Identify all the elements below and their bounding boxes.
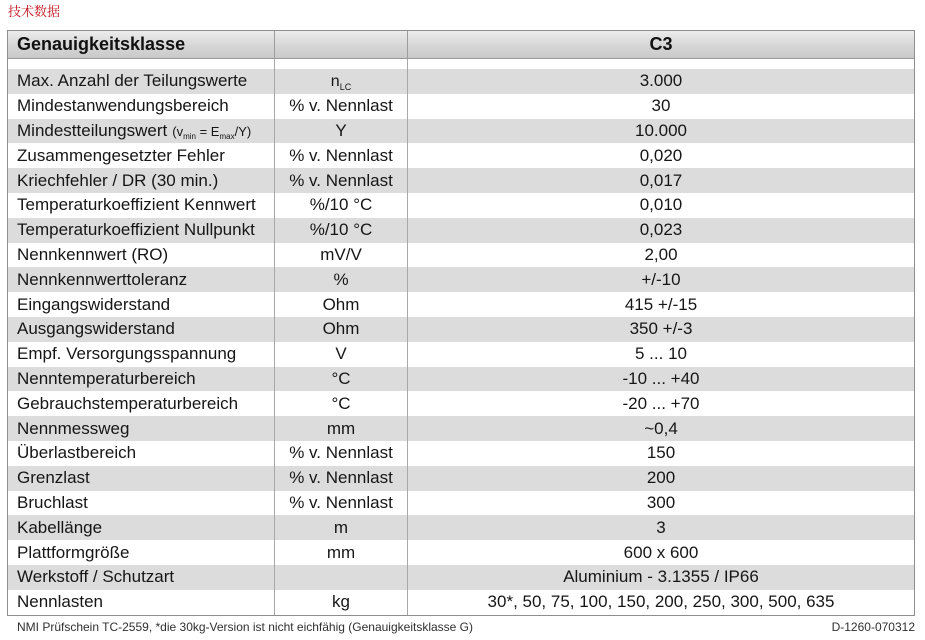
table-row (8, 367, 914, 392)
spec-table (7, 30, 915, 616)
label-formula (172, 124, 251, 139)
spacer-cell (275, 59, 408, 69)
table-row (8, 540, 914, 565)
row-value: ~0,4 (644, 418, 678, 438)
table-row (8, 168, 914, 193)
row-label: Überlastbereich (8, 441, 275, 466)
row-unit: % v. Nennlast (275, 94, 408, 119)
unit-subscript: LC (339, 82, 352, 93)
table-row (8, 416, 914, 441)
row-label: Grenzlast (8, 466, 275, 491)
formula-subscript: min (183, 131, 196, 141)
unit-wrap (331, 71, 351, 91)
label-text: Mindestteilungswert (17, 120, 168, 140)
row-label: Temperaturkoeffizient Nullpunkt (8, 218, 275, 243)
row-unit: %/10 °C (275, 218, 408, 243)
row-value: Aluminium - 3.1355 / IP66 (563, 567, 759, 587)
row-value: 350 +/-3 (629, 319, 693, 339)
spacer-cell (8, 59, 275, 69)
row-unit: mm (275, 416, 408, 441)
row-label: Nenntemperaturbereich (8, 367, 275, 392)
row-unit: % v. Nennlast (275, 491, 408, 516)
row-value: 5 ... 10 (635, 344, 687, 364)
row-unit: Y (275, 119, 408, 144)
row-unit: mV/V (275, 243, 408, 268)
table-row (8, 218, 914, 243)
row-value: 30*, 50, 75, 100, 150, 200, 250, 300, 500, 635 (487, 592, 835, 612)
row-label: Zusammengesetzter Fehler (8, 143, 275, 168)
row-value: 3 (656, 517, 666, 537)
row-label: Kabellänge (8, 515, 275, 540)
row-value: 200 (646, 468, 676, 488)
row-value: 0,010 (639, 195, 683, 215)
row-value: 150 (646, 443, 676, 463)
row-value: +/-10 (641, 269, 681, 289)
footer (17, 619, 915, 635)
row-label: Bruchlast (8, 491, 275, 516)
row-value: 600 x 600 (623, 542, 699, 562)
row-unit: % v. Nennlast (275, 441, 408, 466)
table-row (8, 193, 914, 218)
footer-note: NMI Prüfschein TC-2559, *die 30kg-Version ist nicht eichfähig (Genauigkeitsklasse G) (17, 620, 473, 634)
table-row (8, 466, 914, 491)
header-accuracy-class: C3 (649, 34, 673, 54)
table-row (8, 243, 914, 268)
table-row (8, 565, 914, 590)
row-unit: % v. Nennlast (275, 466, 408, 491)
header-label: Genauigkeitsklasse (8, 31, 275, 58)
row-value: 0,020 (639, 145, 683, 165)
row-value: 0,017 (639, 170, 683, 190)
row-unit: % (275, 267, 408, 292)
row-unit (275, 69, 408, 94)
spacer-cell (408, 59, 914, 69)
row-label: Empf. Versorgungsspannung (8, 342, 275, 367)
table-row (8, 292, 914, 317)
row-value: 10.000 (635, 120, 687, 140)
unit-symbol: n (330, 73, 340, 91)
table-row (8, 267, 914, 292)
row-label: Nennmessweg (8, 416, 275, 441)
row-label: Werkstoff / Schutzart (8, 565, 275, 590)
row-label: Max. Anzahl der Teilungswerte (8, 69, 275, 94)
label-wrap (17, 121, 251, 141)
table-row (8, 342, 914, 367)
row-value: 30 (651, 96, 671, 116)
section-title: 技术数据 (8, 5, 61, 20)
table-spacer-row (8, 59, 914, 69)
row-unit: Ohm (275, 317, 408, 342)
row-label (8, 119, 275, 144)
table-header-row (8, 31, 914, 59)
table-row (8, 441, 914, 466)
row-unit: % v. Nennlast (275, 168, 408, 193)
formula-part: (v (172, 123, 184, 139)
row-unit: %/10 °C (275, 193, 408, 218)
table-row (8, 94, 914, 119)
table-row (8, 119, 914, 144)
row-label: Kriechfehler / DR (30 min.) (8, 168, 275, 193)
table-row (8, 590, 914, 615)
row-unit: °C (275, 367, 408, 392)
table-row (8, 515, 914, 540)
row-label: Ausgangswiderstand (8, 317, 275, 342)
header-unit-cell (275, 31, 408, 58)
row-label: Temperaturkoeffizient Kennwert (8, 193, 275, 218)
formula-part: /Y) (234, 123, 252, 139)
row-value: 3.000 (639, 71, 683, 91)
row-value: 0,023 (639, 220, 683, 240)
formula-subscript: max (219, 131, 235, 141)
row-unit: Ohm (275, 292, 408, 317)
table-row (8, 317, 914, 342)
row-unit: % v. Nennlast (275, 143, 408, 168)
row-label: Nennkennwerttoleranz (8, 267, 275, 292)
row-label: Mindestanwendungsbereich (8, 94, 275, 119)
table-row (8, 491, 914, 516)
row-value: -20 ... +70 (622, 393, 700, 413)
formula-part: = E (195, 123, 220, 139)
row-unit: mm (275, 540, 408, 565)
row-value: -10 ... +40 (622, 368, 700, 388)
table-row (8, 391, 914, 416)
table-row (8, 69, 914, 94)
row-label: Nennkennwert (RO) (8, 243, 275, 268)
document-id: D-1260-070312 (831, 620, 915, 634)
row-label: Plattformgröße (8, 540, 275, 565)
row-unit: kg (275, 590, 408, 615)
row-value: 415 +/-15 (624, 294, 698, 314)
row-label: Gebrauchstemperaturbereich (8, 391, 275, 416)
row-unit: V (275, 342, 408, 367)
row-value: 2,00 (644, 244, 678, 264)
row-label: Eingangswiderstand (8, 292, 275, 317)
row-value: 300 (646, 492, 676, 512)
row-unit: m (275, 515, 408, 540)
table-row (8, 143, 914, 168)
row-unit (275, 565, 408, 590)
row-label: Nennlasten (8, 590, 275, 615)
row-unit: °C (275, 391, 408, 416)
